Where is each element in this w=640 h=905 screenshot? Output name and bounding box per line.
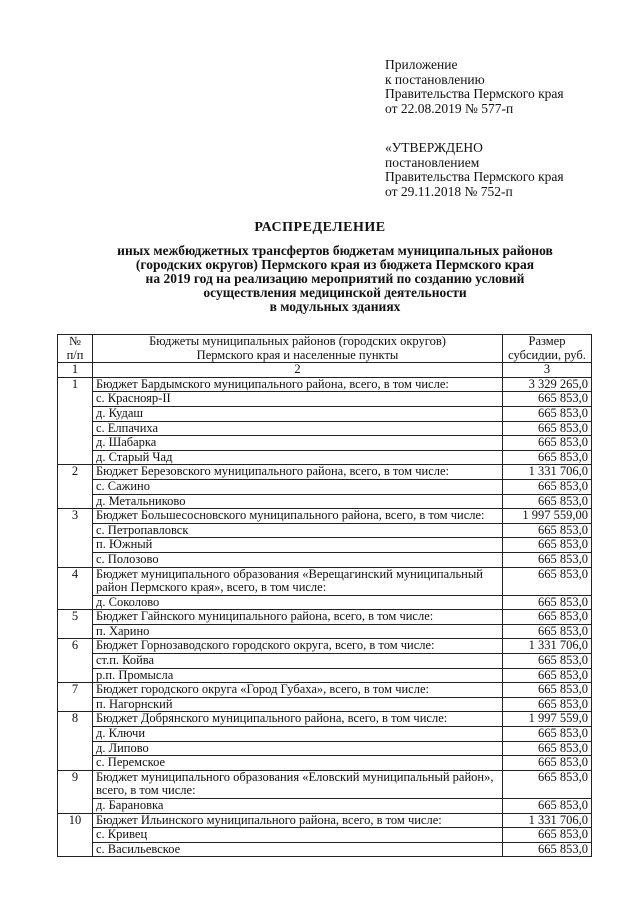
approval-line: «УТВЕРЖДЕНО <box>385 140 483 155</box>
column-index-row <box>58 363 592 378</box>
budget-amount: 1 331 706,0 <box>503 639 592 654</box>
row-number: 10 <box>58 813 93 857</box>
table-row-group <box>58 639 592 654</box>
budget-name: Бюджет муниципального образования «Верещагинский муниципальный район Пермского края», всего, в том числе: <box>93 567 503 595</box>
budget-name: Бюджет Добрянского муниципального района, всего, в том числе: <box>93 712 503 727</box>
settlement-amount: 665 853,0 <box>503 595 592 610</box>
budget-amount: 1 331 706,0 <box>503 465 592 480</box>
settlement-name: ст.п. Койва <box>93 654 503 669</box>
annex-line: к постановлению <box>385 71 485 87</box>
settlement-amount: 665 853,0 <box>503 523 592 538</box>
table-body <box>58 377 592 857</box>
settlement-name: с. Перемское <box>93 756 503 771</box>
column-index: 2 <box>93 363 503 378</box>
table-row-settlement <box>58 523 592 538</box>
document-subtitle <box>70 244 600 314</box>
approval-block <box>385 141 564 199</box>
table-row-settlement <box>58 552 592 567</box>
settlement-name: д. Ключи <box>93 727 503 742</box>
row-number: 4 <box>58 567 93 610</box>
settlement-name: д. Метальниково <box>93 494 503 509</box>
settlement-name: д. Липово <box>93 741 503 756</box>
table-row-settlement <box>58 842 592 857</box>
row-number: 2 <box>58 465 93 509</box>
budget-name: Бюджет Березовского муниципального района, всего, в том числе: <box>93 465 503 480</box>
table-row-group <box>58 567 592 595</box>
distribution-table <box>57 334 592 857</box>
settlement-name: д. Барановка <box>93 799 503 814</box>
row-number: 3 <box>58 509 93 567</box>
settlement-name: д. Шабарка <box>93 436 503 451</box>
settlement-name: п. Нагорнский <box>93 697 503 712</box>
budget-amount: 3 329 265,0 <box>503 377 592 392</box>
settlement-amount: 665 853,0 <box>503 479 592 494</box>
settlement-amount: 665 853,0 <box>503 494 592 509</box>
settlement-name: п. Харино <box>93 624 503 639</box>
budget-name: Бюджет Большесосновского муниципального района, всего, в том числе: <box>93 509 503 524</box>
settlement-amount: 665 853,0 <box>503 436 592 451</box>
settlement-name: р.п. Промысла <box>93 668 503 683</box>
budget-name: Бюджет Горнозаводского городского округа, всего, в том числе: <box>93 639 503 654</box>
settlement-name: с. Елпачиха <box>93 421 503 436</box>
settlement-name: с. Сажино <box>93 479 503 494</box>
subtitle-line: в модульных зданиях <box>269 299 401 314</box>
budget-amount: 1 997 559,00 <box>503 509 592 524</box>
table-row-settlement <box>58 479 592 494</box>
column-header-amount: Размер субсидии, руб. <box>503 335 592 363</box>
annex-line: Приложение <box>385 57 458 72</box>
table-row-settlement <box>58 624 592 639</box>
settlement-amount: 665 853,0 <box>503 654 592 669</box>
settlement-name: с. Краснояр-II <box>93 392 503 407</box>
budget-name: Бюджет городского округа «Город Губаха», всего, в том числе: <box>93 683 503 698</box>
approval-line: от 29.11.2018 № 752-п <box>385 183 513 199</box>
table-row-group <box>58 683 592 698</box>
table-row-settlement <box>58 436 592 451</box>
table-row-settlement <box>58 421 592 436</box>
settlement-amount: 665 853,0 <box>503 624 592 639</box>
annex-line: Правительства Пермского края <box>385 86 564 101</box>
budget-name: Бюджет Ильинского муниципального района, всего, в том числе: <box>93 813 503 828</box>
approval-line: постановлением <box>385 154 480 170</box>
row-number: 1 <box>58 377 93 465</box>
table-row-settlement <box>58 799 592 814</box>
settlement-name: п. Южный <box>93 538 503 553</box>
subtitle-line: иных межбюджетных трансфертов бюджетам муниципальных районов <box>117 243 553 258</box>
budget-amount: 665 853,0 <box>503 770 592 798</box>
row-number: 8 <box>58 712 93 770</box>
column-header-number: № п/п <box>58 335 93 363</box>
table-row-settlement <box>58 538 592 553</box>
settlement-amount: 665 853,0 <box>503 392 592 407</box>
table-row-settlement <box>58 741 592 756</box>
table-row-settlement <box>58 450 592 465</box>
row-number: 7 <box>58 683 93 712</box>
table-row-settlement <box>58 654 592 669</box>
table-row-group <box>58 377 592 392</box>
table-row-settlement <box>58 828 592 843</box>
settlement-amount: 665 853,0 <box>503 741 592 756</box>
row-number: 9 <box>58 770 93 813</box>
table-row-settlement <box>58 494 592 509</box>
settlement-amount: 665 853,0 <box>503 450 592 465</box>
row-number: 6 <box>58 639 93 683</box>
annex-line: от 22.08.2019 № 577-п <box>385 100 514 116</box>
settlement-amount: 665 853,0 <box>503 668 592 683</box>
subtitle-line: (городских округов) Пермского края из бюджета Пермского края <box>135 257 535 272</box>
subtitle-line: осуществления медицинской деятельности <box>203 285 467 300</box>
budget-name: Бюджет Бардымского муниципального района, всего, в том числе: <box>93 377 503 392</box>
budget-name: Бюджет Гайнского муниципального района, всего, в том числе: <box>93 610 503 625</box>
settlement-amount: 665 853,0 <box>503 799 592 814</box>
table-row-settlement <box>58 727 592 742</box>
table-row-settlement <box>58 406 592 421</box>
settlement-name: с. Полозово <box>93 552 503 567</box>
annex-block <box>385 58 564 116</box>
budget-amount: 665 853,0 <box>503 610 592 625</box>
table-row-settlement <box>58 668 592 683</box>
settlement-amount: 665 853,0 <box>503 406 592 421</box>
settlement-name: с. Кривец <box>93 828 503 843</box>
table-row-settlement <box>58 392 592 407</box>
budget-amount: 1 997 559,0 <box>503 712 592 727</box>
table-row-settlement <box>58 756 592 771</box>
settlement-amount: 665 853,0 <box>503 727 592 742</box>
subtitle-line: на 2019 год на реализацию мероприятий по созданию условий <box>145 271 525 286</box>
approval-line: Правительства Пермского края <box>385 169 564 184</box>
column-index: 3 <box>503 363 592 378</box>
settlement-amount: 665 853,0 <box>503 842 592 857</box>
settlement-name: д. Соколово <box>93 595 503 610</box>
table-row-settlement <box>58 697 592 712</box>
settlement-name: д. Кудаш <box>93 406 503 421</box>
document-title: РАСПРЕДЕЛЕНИЕ <box>254 220 386 235</box>
table-row-settlement <box>58 595 592 610</box>
budget-amount: 665 853,0 <box>503 567 592 595</box>
table-row-group <box>58 712 592 727</box>
table-row-group <box>58 610 592 625</box>
budget-name: Бюджет муниципального образования «Еловский муниципальный район», всего, в том числе: <box>93 770 503 798</box>
budget-amount: 1 331 706,0 <box>503 813 592 828</box>
settlement-amount: 665 853,0 <box>503 421 592 436</box>
settlement-name: с. Васильевское <box>93 842 503 857</box>
settlement-amount: 665 853,0 <box>503 756 592 771</box>
settlement-amount: 665 853,0 <box>503 828 592 843</box>
settlement-amount: 665 853,0 <box>503 697 592 712</box>
settlement-amount: 665 853,0 <box>503 538 592 553</box>
table-row-group <box>58 813 592 828</box>
table-header-row <box>58 335 592 363</box>
budget-amount: 665 853,0 <box>503 683 592 698</box>
column-header-budgets: Бюджеты муниципальных районов (городских округов) Пермского края и населенные пункты <box>93 335 503 363</box>
settlement-name: с. Петропавловск <box>93 523 503 538</box>
settlement-amount: 665 853,0 <box>503 552 592 567</box>
table-row-group <box>58 509 592 524</box>
table-row-group <box>58 465 592 480</box>
row-number: 5 <box>58 610 93 639</box>
column-index: 1 <box>58 363 93 378</box>
table-row-group <box>58 770 592 798</box>
settlement-name: д. Старый Чад <box>93 450 503 465</box>
